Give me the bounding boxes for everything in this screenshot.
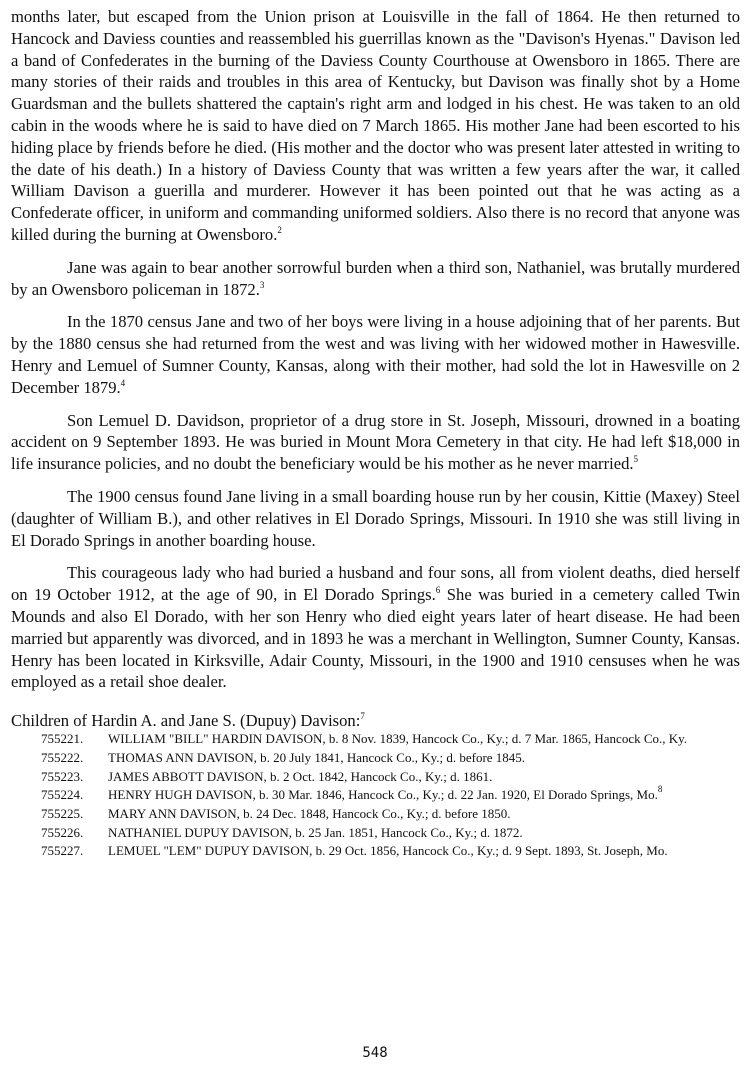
document-page bbox=[11, 6, 740, 862]
footnote-ref: 6 bbox=[435, 585, 441, 596]
child-description bbox=[108, 806, 740, 822]
paragraph-text: months later, but escaped from the Union prison at Louisville in the fall of 1864. He then returned to Hancock and Daviess counties and reassembled his guerrillas known as the "Davison's Hyenas." Davison led a band of Confederates in the burning of the Daviess County Courthouse at Owensboro in 1865. There are many stories of their raids and troubles in this area of Kentucky, but Davison was finally shot by a Home Guardsman and the bullets shattered the captain's right arm and lodged in his chest. He was taken to an old cabin in the woods where he is said to have died on 7 March 1865. His mother Jane had been escorted to his hiding place by friends before he died. (His mother and the doctor who was present later attested in writing to the date of his death.) In a history of Daviess County that was written a few years after the war, it called William Davison a guerilla and murderer. However it has been pointed out that he was acting as a Confederate officer, in uniform and commanding uniformed soldiers. Also there is no record that anyone was killed during the burning at Owensboro. bbox=[11, 7, 740, 244]
child-entry bbox=[41, 731, 740, 747]
child-number: 755224. bbox=[41, 787, 84, 803]
paragraph-text: This courageous lady who had buried a husband and four sons, all from violent deaths, died herself on 19 October 1912, at the age of 90, in El Dorado Springs. bbox=[11, 563, 740, 605]
child-number: 755227. bbox=[41, 843, 84, 859]
children-heading bbox=[11, 710, 740, 731]
children-heading-text: Children of Hardin A. and Jane S. (Dupuy) Davison: bbox=[11, 711, 361, 731]
footnote-ref: 4 bbox=[120, 377, 126, 388]
child-entry bbox=[41, 750, 740, 766]
child-entry bbox=[41, 825, 740, 841]
footnote-ref: 8 bbox=[657, 784, 663, 795]
paragraph-text-continued: She was buried in a cemetery called Twin Mounds and also El Dorado, with her son Henry who died eight years later of heart disease. He had been married but apparently was divorced, and in 1893 he was a merchant in Wellington, Sumner County, Kansas. Henry has been located in Kirksville, Adair County, Missouri, in the 1900 and 1910 censuses when he was employed as a retail shoe dealer. bbox=[11, 585, 741, 692]
body-paragraph-6 bbox=[11, 562, 740, 693]
child-text: MARY ANN DAVISON, b. 24 Dec. 1848, Hancock Co., Ky.; d. before 1850. bbox=[108, 805, 511, 821]
footnote-ref: 5 bbox=[633, 454, 639, 465]
child-text: NATHANIEL DUPUY DAVISON, b. 25 Jan. 1851, Hancock Co., Ky.; d. 1872. bbox=[108, 824, 523, 840]
child-description bbox=[108, 769, 740, 785]
footnote-ref: 2 bbox=[277, 224, 282, 235]
paragraph-text: Jane was again to bear another sorrowful burden when a third son, Nathaniel, was brutally murdered by an Owensboro policeman in 1872. bbox=[11, 257, 740, 299]
child-text: THOMAS ANN DAVISON, b. 20 July 1841, Hancock Co., Ky.; d. before 1845. bbox=[108, 749, 526, 765]
child-number: 755222. bbox=[41, 749, 84, 765]
child-description bbox=[108, 843, 740, 859]
child-entry bbox=[41, 806, 740, 822]
paragraph-text: The 1900 census found Jane living in a small boarding house run by her cousin, Kittie (Maxey) Steel (daughter of William B.), and other relatives in El Dorado Springs, Missouri. In 1910 she was still living in El Dorado Springs in another boarding house. bbox=[11, 486, 740, 550]
child-entry bbox=[41, 784, 740, 803]
child-number: 755226. bbox=[41, 824, 84, 840]
child-number: 755225. bbox=[41, 805, 84, 821]
paragraph-text: Son Lemuel D. Davidson, proprietor of a drug store in St. Joseph, Missouri, drowned in a boating accident on 9 September 1893. He was buried in Mount Mora Cemetery in that city. He had left $18,000 in life insurance policies, and no doubt the beneficiary would be his mother as he never married. bbox=[11, 410, 740, 474]
child-description bbox=[108, 784, 740, 803]
body-paragraph-3 bbox=[11, 311, 740, 398]
body-paragraph-4 bbox=[11, 410, 740, 475]
child-entry bbox=[41, 769, 740, 785]
body-paragraph-5 bbox=[11, 486, 740, 551]
body-paragraph-1 bbox=[11, 6, 740, 246]
child-text: JAMES ABBOTT DAVISON, b. 2 Oct. 1842, Hancock Co., Ky.; d. 1861. bbox=[108, 768, 493, 784]
child-number: 755221. bbox=[41, 731, 84, 747]
footnote-ref: 3 bbox=[259, 279, 265, 290]
child-text: HENRY HUGH DAVISON, b. 30 Mar. 1846, Hancock Co., Ky.; d. 22 Jan. 1920, El Dorado Springs, Mo. bbox=[108, 787, 658, 803]
child-description bbox=[108, 825, 740, 841]
paragraph-text: In the 1870 census Jane and two of her boys were living in a house adjoining that of her parents. But by the 1880 census she had returned from the west and was living with her widowed mother in Hawesville. Henry and Lemuel of Sumner County, Kansas, along with their mother, had sold the lot in Hawesville on 2 December 1879. bbox=[11, 312, 740, 397]
child-text: LEMUEL "LEM" DUPUY DAVISON, b. 29 Oct. 1856, Hancock Co., Ky.; d. 9 Sept. 1893, St. Joseph, Mo. bbox=[108, 843, 668, 859]
body-paragraph-2 bbox=[11, 257, 740, 301]
page-number: 548 bbox=[362, 1045, 388, 1061]
child-entry bbox=[41, 843, 740, 859]
child-number: 755223. bbox=[41, 768, 84, 784]
child-description bbox=[108, 731, 740, 747]
child-description bbox=[108, 750, 740, 766]
child-text: WILLIAM "BILL" HARDIN DAVISON, b. 8 Nov. 1839, Hancock Co., Ky.; d. 7 Mar. 1865, Hancock Co., Ky. bbox=[108, 731, 688, 747]
children-list bbox=[11, 731, 740, 859]
footnote-ref: 7 bbox=[360, 711, 365, 722]
